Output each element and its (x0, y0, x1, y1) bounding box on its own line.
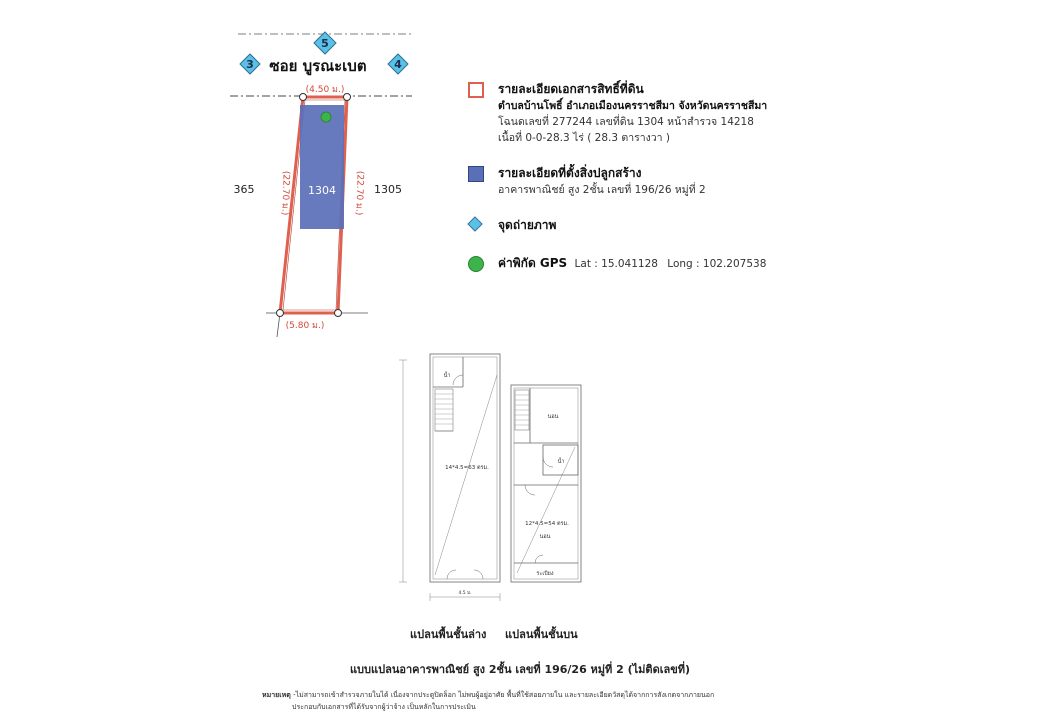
legend-gps (468, 254, 868, 273)
gps-long-label: Long : (667, 258, 703, 270)
photo-title: จุดถ่ายภาพ (498, 218, 557, 232)
bottom-width-label: (5.80 ม.) (285, 321, 325, 331)
deed-subtitle: ตำบลบ้านโพธิ์ อำเภอเมืองนครราชสีมา จังหวัดนครราชสีมา (498, 100, 768, 112)
boundary-swatch (468, 82, 484, 98)
top-width-label: (4.50 ม.) (305, 85, 345, 95)
svg-text:3: 3 (246, 58, 254, 71)
upper-bath-label: น้ำ (557, 459, 565, 465)
gps-long: 102.207538 (702, 258, 767, 270)
plan-caption: แบบแปลนอาคารพาณิชย์ สูง 2ชั้น เลขที่ 196/26 หมู่ที่ 2 (ไม่ติดเลขที่) (349, 663, 691, 676)
legend (468, 80, 868, 273)
note-label: หมายเหตุ (262, 691, 291, 699)
ground-floor-title: แปลนพื้นชั้นล่าง (410, 628, 487, 641)
corner-pin (277, 310, 284, 317)
deed-line2: เนื้อที่ 0-0-28.3 ไร่ ( 28.3 ตารางวา ) (498, 132, 670, 144)
building-line1: อาคารพาณิชย์ สูง 2ชั้น เลขที่ 196/26 หมู่ที่ 2 (498, 184, 706, 196)
deed-line1: โฉนดเลขที่ 277244 เลขที่ดิน 1304 หน้าสำรวจ 14218 (498, 116, 754, 128)
note (262, 689, 802, 713)
photo-marker-3[interactable] (240, 54, 260, 74)
ground-bath-label: น้ำ (443, 373, 451, 379)
parcel-number: 1304 (308, 184, 336, 197)
building-title: รายละเอียดที่ตั้งสิ่งปลูกสร้าง (498, 166, 642, 180)
legend-photo (468, 216, 868, 234)
building-footprint (300, 105, 344, 229)
site-map (0, 0, 440, 345)
gps-lat: 15.041128 (601, 258, 658, 270)
deed-title: รายละเอียดเอกสารสิทธิ์ที่ดิน (498, 82, 644, 96)
photo-marker-5[interactable] (314, 32, 336, 54)
floor-plans (395, 345, 635, 605)
photo-marker-4[interactable] (388, 54, 408, 74)
gps-title: ค่าพิกัด GPS (498, 256, 568, 270)
upper-bedroom2-label: นอน (539, 534, 551, 540)
left-depth-label: (22.70 ม.) (279, 170, 291, 216)
left-neighbor-number: 365 (233, 183, 255, 196)
photo-point-icon (467, 216, 483, 232)
gps-lat-label: Lat : (574, 258, 602, 270)
corner-pin (335, 310, 342, 317)
ground-area-label: 14*4.5=63 ตรม. (445, 465, 489, 471)
upper-area-label: 12*4.5=54 ตรม. (525, 521, 569, 527)
legend-building (468, 164, 868, 198)
svg-text:4: 4 (394, 58, 402, 71)
gps-swatch (468, 256, 484, 272)
legend-deed (468, 80, 868, 146)
svg-text:5: 5 (321, 37, 329, 50)
street-name: ซอย บูรณะเบต (269, 57, 367, 75)
upper-balcony-label: ระเบียง (536, 571, 554, 577)
ground-dim-label: 4.5 ม. (458, 591, 472, 596)
note-line2: ประกอบกับเอกสารที่ได้รับจากผู้ว่าจ้าง เป็นหลักในการประเมิน (292, 703, 476, 711)
right-neighbor-number: 1305 (374, 183, 402, 196)
corner-pin (344, 94, 351, 101)
note-line1: -ไม่สามารถเข้าสำรวจภายในได้ เนื่องจากประตูปิดล็อก ไม่พบผู้อยู่อาศัย พื้นที่ใช้สอยภายใน และรายละเอียดวัสดุได้จากการสังเกตจากภายนอก (293, 691, 715, 699)
upper-bedroom-label: นอน (547, 414, 559, 420)
building-swatch (468, 166, 484, 182)
gps-point[interactable] (321, 112, 331, 122)
upper-floor-title: แปลนพื้นชั้นบน (505, 628, 578, 641)
right-depth-label: (22.70 ม.) (353, 170, 365, 216)
upper-floor-outline (511, 385, 581, 582)
